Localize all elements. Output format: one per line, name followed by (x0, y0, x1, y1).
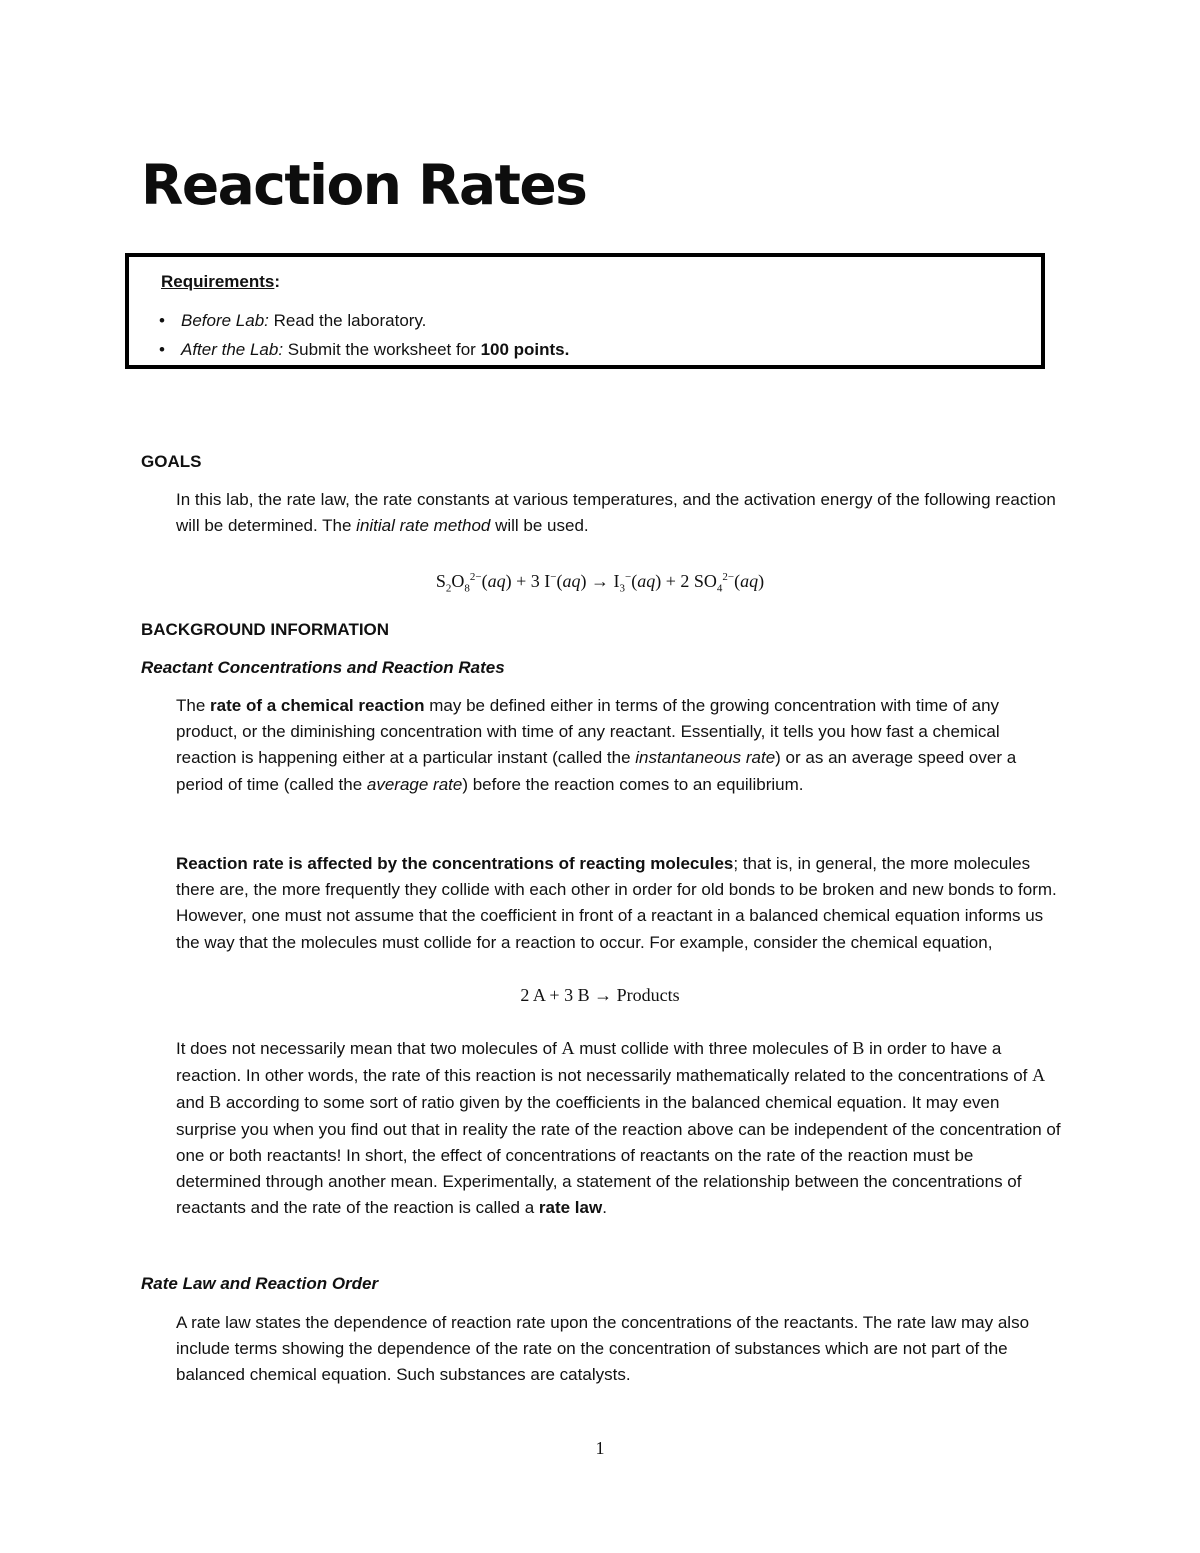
bullet-icon: • (159, 340, 165, 359)
background-paragraph-3: It does not necessarily mean that two molecules of A must collide with three molecules of B in order to have a reaction. In other words, the rate of this reaction is not necessarily mathematically related to the concentrations of A and B according to some sort of ratio given by the coefficients in the balanced chemical equation. It may even surprise you when you find out that in reality the rate of the reaction above can be independent of the concentration of one or both reactants! In short, the effect of concentrations of reactants on the rate of the reaction must be determined through another mean. Experimentally, a statement of the relationship between the concentrations of reactants and the rate of the reaction is called a rate law. (176, 1038, 1061, 1218)
goals-heading: GOALS (141, 452, 202, 471)
background-paragraph-2: Reaction rate is affected by the concentrations of reacting molecules; that is, in general, the more molecules there are, the more frequently they collide with each other in order for old bonds to be broken and new bonds to form. However, one must not assume that the coefficient in front of a reactant in a balanced chemical equation informs us the way that the molecules must collide for a reaction to occur. For example, consider the chemical equation, (176, 854, 1057, 952)
requirements-box (125, 253, 1045, 369)
requirements-list (159, 306, 569, 364)
document-title: Reaction Rates (141, 153, 587, 217)
reactant-concentrations-subheading: Reactant Concentrations and Reaction Rates (141, 658, 505, 677)
background-heading: BACKGROUND INFORMATION (141, 620, 390, 639)
requirement-item: • After the Lab: Submit the worksheet for 100 points. (159, 335, 569, 364)
goals-paragraph: In this lab, the rate law, the rate constants at various temperatures, and the activation energy of the following reaction will be determined. The initial rate method will be used. (176, 490, 1056, 536)
page-number: 1 (595, 1438, 605, 1458)
requirements-heading: Requirements: (161, 272, 281, 291)
example-equation: 2 A + 3 B → Products (520, 985, 680, 1005)
bullet-icon: • (159, 311, 165, 330)
rate-law-subheading: Rate Law and Reaction Order (141, 1274, 379, 1293)
rate-law-paragraph: A rate law states the dependence of reaction rate upon the concentrations of the reactants. The rate law may also include terms showing the dependence of the rate on the concentration of substances which are not part of the balanced chemical equation. Such substances are catalysts. (176, 1313, 1030, 1385)
background-paragraph-1: The rate of a chemical reaction may be defined either in terms of the growing concentration with time of any product, or the diminishing concentration with time of any reactant. Essentially, it tells you how fast a chemical reaction is happening either at a particular instant (called the instantaneous rate) or as an average speed over a period of time (called the average rate) before the reaction comes to an equilibrium. (176, 696, 1017, 794)
reaction-equation: $S_2O_8^{2-}(aq) + 3$ $I^-(aq) \to I_3^-(aq) + 2$ $SO_4^{2-}(aq)$ (435, 571, 765, 595)
requirement-item: • Before Lab: Read the laboratory. (159, 306, 569, 335)
